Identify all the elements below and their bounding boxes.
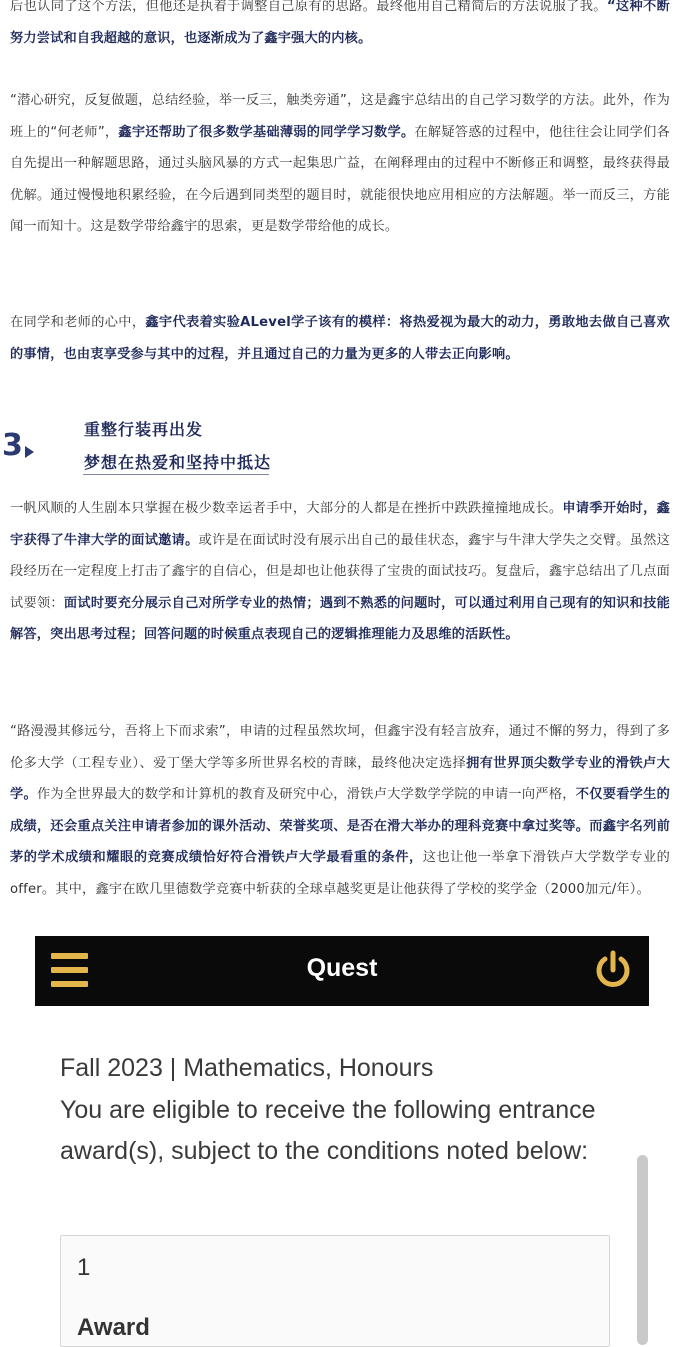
section-arrow-icon bbox=[25, 446, 34, 458]
term-program: Fall 2023 | Mathematics, Honours bbox=[60, 1054, 434, 1082]
award-notice bbox=[60, 1048, 620, 1173]
eligibility-text: You are eligible to receive the following entrance award(s), subject to the conditions noted below: bbox=[60, 1095, 596, 1165]
power-icon[interactable] bbox=[593, 950, 633, 990]
award-card bbox=[60, 1235, 610, 1347]
quest-screenshot bbox=[0, 926, 679, 1341]
paragraph-4: 一帆风顺的人生剧本只掌握在极少数幸运者手中，大部分的人都是在挫折中跌跌撞撞地成长。申请季开始时，鑫宇获得了牛津大学的面试邀请。或许是在面试时没有展示出自己的最佳状态，鑫宇与牛津大学失之交臂。虽然这段经历在一定程度上打击了鑫宇的自信心，但是却也让他获得了宝贵的面试技巧。复盘后，鑫宇总结出了几点面试要领：面试时要充分展示自己对所学专业的热情；遇到不熟悉的问题时，可以通过利用自己现有的知识和技能解答，突出思考过程；回答问题的时候重点表现自己的逻辑推理能力及思维的活跃性。 bbox=[10, 501, 670, 642]
quest-app-bar bbox=[35, 936, 649, 1006]
section-title-line1: 重整行装再出发 bbox=[84, 420, 204, 439]
paragraph-2: “潜心研究，反复做题，总结经验，举一反三，触类旁通”，这是鑫宇总结出的自己学习数学的方法。此外，作为班上的“何老师”，鑫宇还帮助了很多数学基础薄弱的同学学习数学。在解疑答惑的过程中，他往往会让同学们各自先提出一种解题思路，通过头脑风暴的方式一起集思广益，在阐释理由的过程中不断修正和调整，最终获得最优解。通过慢慢地积累经验，在今后遇到同类型的题目时，就能很快地应用相应的方法解题。举一而反三，方能闻一而知十。这是数学带给鑫宇的思索，更是数学带给他的成长。 bbox=[10, 93, 670, 234]
paragraph-1: 后也认同了这个方法，但他还是执着于调整自己原有的思路。最终他用自己精简后的方法说服了我。“这种不断努力尝试和自我超越的意识，也逐渐成为了鑫宇强大的内核。 bbox=[10, 0, 671, 46]
section-title-line2: 梦想在热爱和坚持中抵达 bbox=[84, 453, 272, 472]
section-number: 3 bbox=[2, 428, 23, 463]
app-title: Quest bbox=[306, 954, 378, 982]
paragraph-5: “路漫漫其修远兮，吾将上下而求索”，申请的过程虽然坎坷，但鑫宇没有轻言放弃，通过不懈的努力，得到了多伦多大学（工程专业）、爱丁堡大学等多所世界名校的青睐，最终他决定选择拥有世界顶尖数学专业的滑铁卢大学。作为全世界最大的数学和计算机的教育及研究中心，滑铁卢大学数学学院的申请一向严格，不仅要看学生的成绩，还会重点关注申请者参加的课外活动、荣誉奖项、是否在滑大举办的理科竞赛中拿过奖等。而鑫宇名列前茅的学术成绩和耀眼的竞赛成绩恰好符合滑铁卢大学最看重的条件，这也让他一举拿下滑铁卢大学数学专业的offer。其中，鑫宇在欧几里德数学竞赛中斩获的全球卓越奖更是让他获得了学校的奖学金（2000加元/年）。 bbox=[10, 724, 671, 897]
paragraph-3: 在同学和老师的心中，鑫宇代表着实验ALevel学子该有的模样：将热爱视为最大的动力，勇敢地去做自己喜欢的事情，也由衷享受参与其中的过程，并且通过自己的力量为更多的人带去正向影响。 bbox=[10, 315, 670, 362]
award-number: 1 bbox=[77, 1254, 91, 1281]
section-underline bbox=[83, 474, 269, 475]
award-label: Award bbox=[77, 1314, 150, 1341]
scrollbar[interactable] bbox=[637, 1155, 648, 1345]
